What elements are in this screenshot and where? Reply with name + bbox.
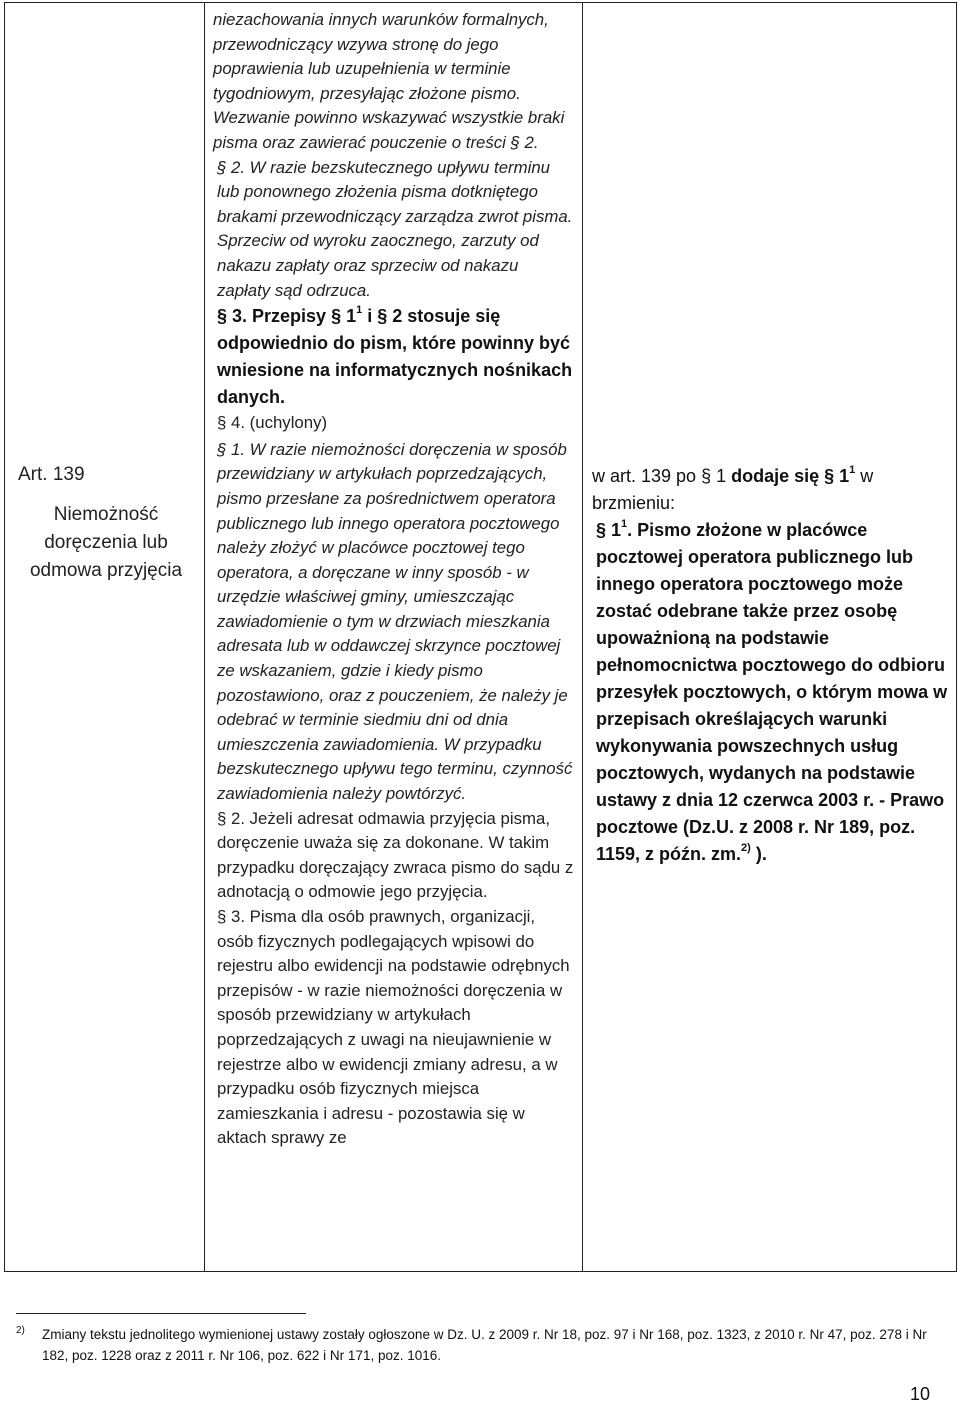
art139-paragraph-3: § 3. Pisma dla osób prawnych, organizacji, osób fizycznych podlegających wpisowi do rejestru albo ewidencji na podstawie odrębnych przepisów - w razie niemożności doręczenia w sposób przewidziany w artykułach poprzedzających z uwagi na nieujawnienie w rejestrze albo w ewidencji zmiany adresu, a w przypadku osób fizycznych miejsca zamieszkania i adresu - pozostawia się w aktach sprawy ze	[217, 907, 570, 1148]
paragraph-4: § 4. (uchylony)	[217, 413, 328, 433]
amendment-paragraph: § $1^1$. Pismo złożone w placówce pocztowej operatora publicznego lub innego operatora pocztowego może zostać odebrane także przez osobę upoważnioną na podstawie pełnomocnictwa pocztowego do odbioru przesyłek pocztowych, o którym mowa w przepisach określających warunki wykonywania powszechnych usług pocztowych, wydanych na podstawie ustawy z dnia 12 czerwca 2003 r. - Prawo pocztowe (Dz.U. z 2008 r. Nr 189, poz. 1159, z późn. zm.$^{2)}$ ).	[596, 518, 948, 864]
footnote-mark: 2)	[16, 1325, 25, 1336]
art139-paragraph-1: § 1. W razie niemożności doręczenia w sposób przewidziany w artykułach poprzedzających, pismo przesłane za pośrednictwem operatora publicznego lub innego operatora pocztowego należy złożyć w placówce pocztowej tego operatora, a doręczane w inny sposób - w urzędzie właściwej gminy, umieszczając zawiadomienie o tym w drzwiach mieszkania adresata lub w oddawczej skrzynce pocztowej ze wskazaniem, gdzie i kiedy pismo pozostawiono, oraz z pouczeniem, że należy je odebrać w terminie siedmiu dni od dnia umieszczenia zawiadomienia. W przypadku bezskutecznego upływu tego terminu, czynność zawiadomienia należy powtórzyć.	[217, 439, 573, 804]
paragraph-continuation: niezachowania innych warunków formalnych, przewodniczący wzywa stronę do jego poprawienia lub uzupełnienia w terminie tygodniowym, przesyłając złożone pismo. Wezwanie powinno wskazywać wszystkie braki pisma oraz zawierać pouczenie o treści § 2.	[213, 10, 565, 152]
footnote-separator	[16, 1313, 306, 1314]
paragraph-3: § 3. Przepisy § $1^1$ i § 2 stosuje się odpowiednio do pism, które powinny być wniesione na informatycznych nośnikach danych.	[217, 304, 573, 408]
footnote-text: Zmiany tekstu jednolitego wymienionej ustawy zostały ogłoszone w Dz. U. z 2009 r. Nr 18, poz. 97 i Nr 168, poz. 1323, z 2010 r. Nr 47, poz. 278 i Nr 182, poz. 1228 oraz z 2011 r. Nr 106, poz. 622 i Nr 171, poz. 1016.	[42, 1327, 927, 1363]
article-title: Niemożność doręczenia lub odmowa przyjęcia	[29, 504, 183, 581]
amendment-column	[582, 3, 958, 1271]
amendment-intro: w art. 139 po § 1 dodaje się § $1^1$ w brzmieniu:	[592, 464, 874, 513]
art139-paragraph-2: § 2. Jeżeli adresat odmawia przyjęcia pisma, doręczenie uważa się za dokonane. W takim przypadku doręczający zwraca pismo do sądu z adnotacją o odmowie jego przyjęcia.	[217, 808, 574, 902]
comparison-table	[4, 2, 957, 1272]
page-number: 10	[909, 1384, 930, 1404]
article-number: Art. 139	[18, 464, 85, 485]
current-text-column	[204, 3, 582, 1271]
footnote	[16, 1324, 946, 1366]
article-label-column	[5, 3, 204, 1271]
paragraph-2: § 2. W razie bezskutecznego upływu terminu lub ponownego złożenia pisma dotkniętego brakami przewodniczący zarządza zwrot pisma. Sprzeciw od wyroku zaocznego, zarzuty od nakazu zapłaty oraz sprzeciw od nakazu zapłaty sąd odrzuca.	[217, 157, 573, 300]
